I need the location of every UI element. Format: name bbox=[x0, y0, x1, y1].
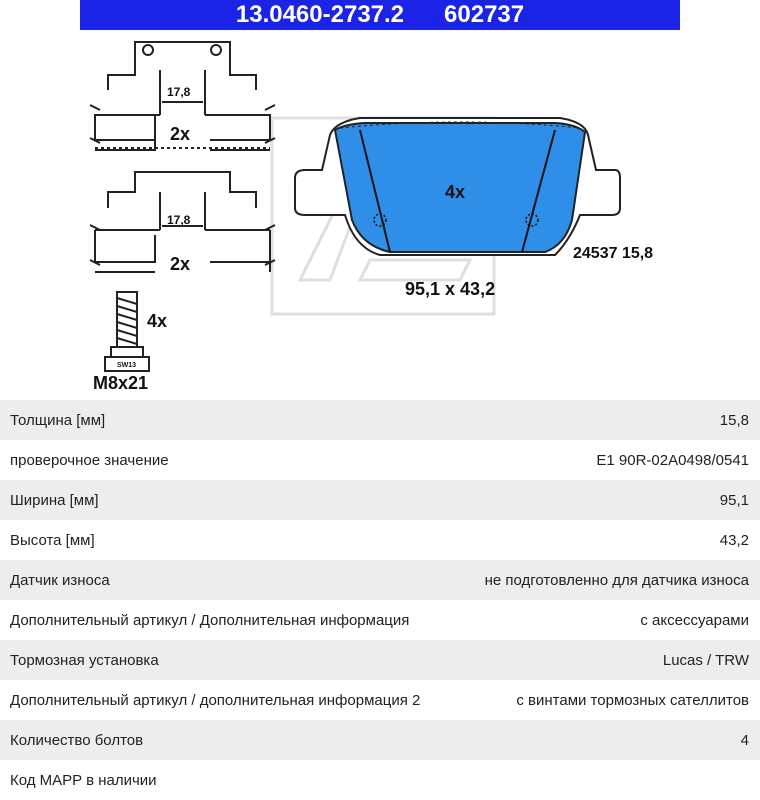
drawing-svg bbox=[0, 30, 760, 400]
spec-value: с аксессуарами bbox=[640, 611, 749, 629]
pad-dimensions: 95,1 x 43,2 bbox=[405, 279, 496, 299]
spec-value: Lucas / TRW bbox=[662, 651, 749, 669]
spec-value: 15,8 bbox=[719, 411, 749, 429]
bolt-key: SW13 bbox=[117, 362, 137, 369]
spec-label: Высота [мм] bbox=[10, 531, 95, 549]
spec-label: Количество болтов bbox=[10, 731, 144, 749]
clip-qty-top: 2x bbox=[170, 124, 191, 144]
spec-label: проверочное значение bbox=[10, 451, 169, 469]
spec-row bbox=[0, 440, 760, 480]
pad-qty: 4x bbox=[445, 182, 466, 202]
bolt-icon bbox=[105, 292, 149, 371]
technical-drawing bbox=[0, 30, 760, 400]
spec-label: Дополнительный артикул / Дополнительная информация bbox=[10, 611, 410, 629]
spec-value: 95,1 bbox=[719, 491, 749, 509]
spec-label: Ширина [мм] bbox=[10, 491, 99, 509]
spec-label: Дополнительный артикул / дополнительная информация 2 bbox=[10, 691, 421, 709]
header-bar bbox=[80, 0, 680, 30]
spec-label: Тормозная установка bbox=[10, 651, 159, 669]
wva-thickness: 24537 15,8 bbox=[573, 245, 654, 262]
clip-width-bottom: 17,8 bbox=[167, 213, 191, 227]
spec-row bbox=[0, 480, 760, 520]
spec-row bbox=[0, 680, 760, 720]
spec-value: не подготовленно для датчика износа bbox=[484, 571, 749, 589]
spec-table bbox=[0, 400, 760, 800]
clip-qty-bottom: 2x bbox=[170, 254, 191, 274]
spec-value: с винтами тормозных сателлитов bbox=[516, 691, 749, 709]
spec-label: Датчик износа bbox=[10, 571, 110, 589]
spec-value: E1 90R-02A0498/0541 bbox=[596, 451, 749, 469]
spec-value: 43,2 bbox=[719, 531, 749, 549]
spec-row bbox=[0, 400, 760, 440]
clip-width-top: 17,8 bbox=[167, 85, 191, 99]
spec-label: Код MAPP в наличии bbox=[10, 771, 157, 789]
short-number: 602737 bbox=[444, 1, 525, 28]
spec-row bbox=[0, 640, 760, 680]
spec-row bbox=[0, 600, 760, 640]
spec-row bbox=[0, 560, 760, 600]
spec-label: Толщина [мм] bbox=[10, 411, 106, 429]
spec-row bbox=[0, 760, 760, 800]
spec-value: 4 bbox=[740, 731, 749, 749]
article-number: 13.0460-2737.2 bbox=[235, 1, 405, 28]
spec-row bbox=[0, 720, 760, 760]
bolt-size: M8x21 bbox=[93, 373, 149, 393]
bolt-qty: 4x bbox=[147, 311, 168, 331]
spec-row bbox=[0, 520, 760, 560]
